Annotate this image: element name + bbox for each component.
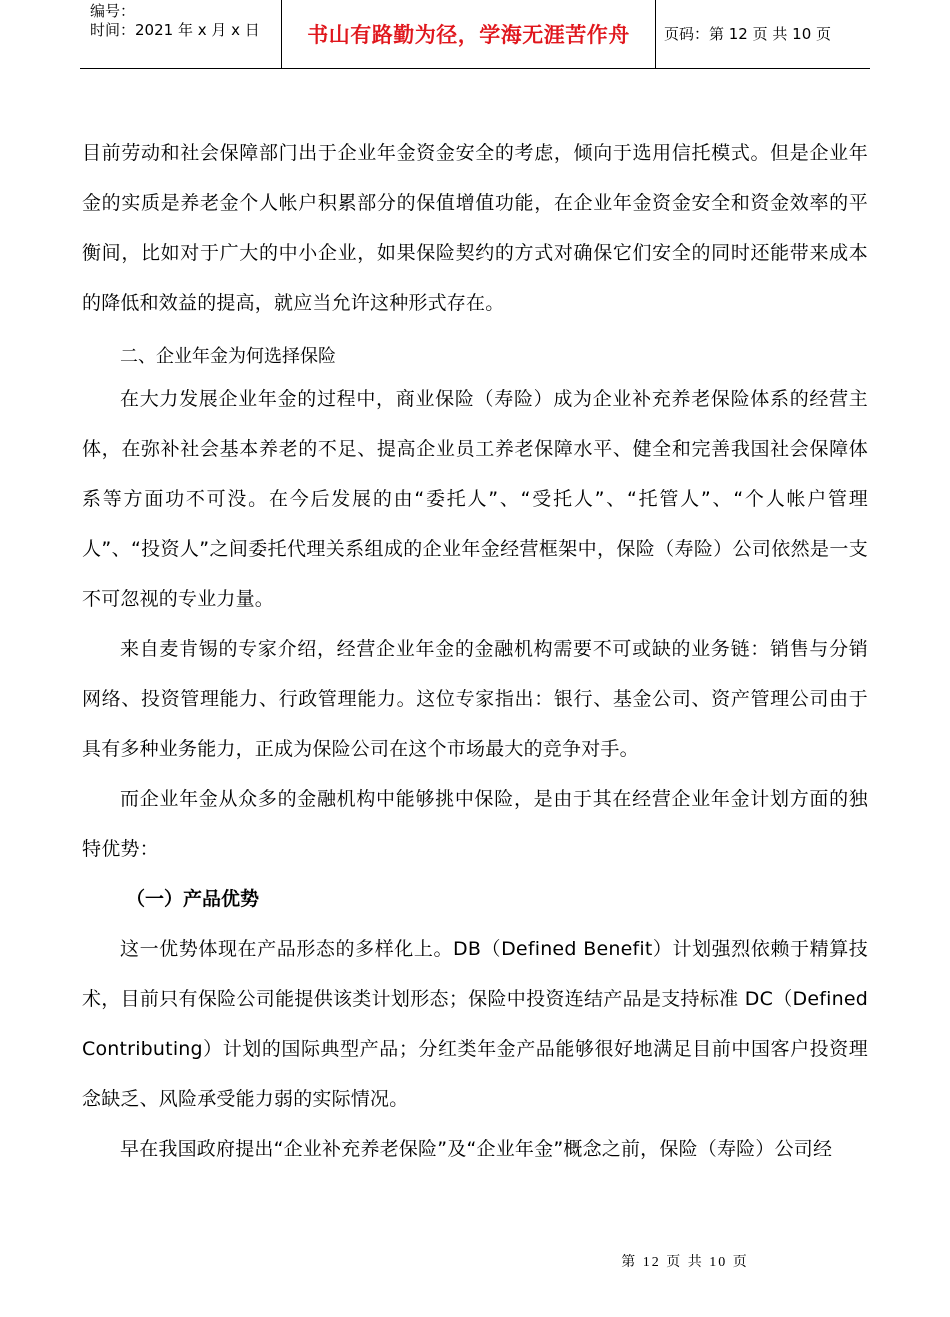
document-time-label: 时间：2021 年 x 月 x 日 xyxy=(90,21,260,39)
header-page-info: 页码：第 12 页 共 10 页 xyxy=(664,25,832,43)
section-heading-why-insurance: 二、企业年金为何选择保险 xyxy=(120,346,336,367)
paragraph-gap xyxy=(82,328,868,340)
paragraph-early-history: 早在我国政府提出“企业补充养老保险”及“企业年金”概念之前，保险（寿险）公司经 xyxy=(120,1138,833,1160)
page-footer: 第 12 页 共 10 页 xyxy=(621,1255,749,1270)
paragraph-insurance-role: 在大力发展企业年金的过程中，商业保险（寿险）成为企业补充养老保险体系的经营主体，在弥补社会基本养老的不足、提高企业员工养老保障水平、健全和完善我国社会保障体系等方面功不可没。在今后发展的由“委托人”、“受托人”、“托管人”、“个人帐户管理人”、“投资人”之间委托代理关系组成的企业年金经营框架中，保险（寿险）公司依然是一支不可忽视的专业力量。 xyxy=(82,388,868,610)
document-body xyxy=(82,128,868,1174)
page-header xyxy=(80,0,870,69)
header-meta-cell xyxy=(80,0,282,68)
header-page-cell xyxy=(656,0,870,68)
paragraph-trust-model: 目前劳动和社会保障部门出于企业年金资金安全的考虑，倾向于选用信托模式。但是企业年金的实质是养老金个人帐户积累部分的保值增值功能，在企业年金资金安全和资金效率的平衡间，比如对于广大的中小企业，如果保险契约的方式对确保它们安全的同时还能带来成本的降低和效益的提高，就应当允许这种形式存在。 xyxy=(82,142,868,314)
header-motto: 书山有路勤为径，学海无涯苦作舟 xyxy=(307,23,630,47)
header-motto-cell xyxy=(282,0,656,68)
subheading-product-advantage: （一）产品优势 xyxy=(126,888,260,910)
paragraph-advantages-intro: 而企业年金从众多的金融机构中能够挑中保险，是由于其在经营企业年金计划方面的独特优势： xyxy=(82,788,868,860)
paragraph-mckinsey-expert: 来自麦肯锡的专家介绍，经营企业年金的金融机构需要不可或缺的业务链：销售与分销网络、投资管理能力、行政管理能力。这位专家指出：银行、基金公司、资产管理公司由于具有多种业务能力，正成为保险公司在这个市场最大的竞争对手。 xyxy=(82,638,868,760)
paragraph-product-diversity: 这一优势体现在产品形态的多样化上。DB（Defined Benefit）计划强烈依赖于精算技术，目前只有保险公司能提供该类计划形态；保险中投资连结产品是支持标准 DC（Defined Contributing）计划的国际典型产品；分红类年金产品能够很好地满足目前中国客户投资理念缺乏、风险承受能力弱的实际情况。 xyxy=(82,938,868,1110)
document-number-label: 编号： xyxy=(90,2,136,20)
